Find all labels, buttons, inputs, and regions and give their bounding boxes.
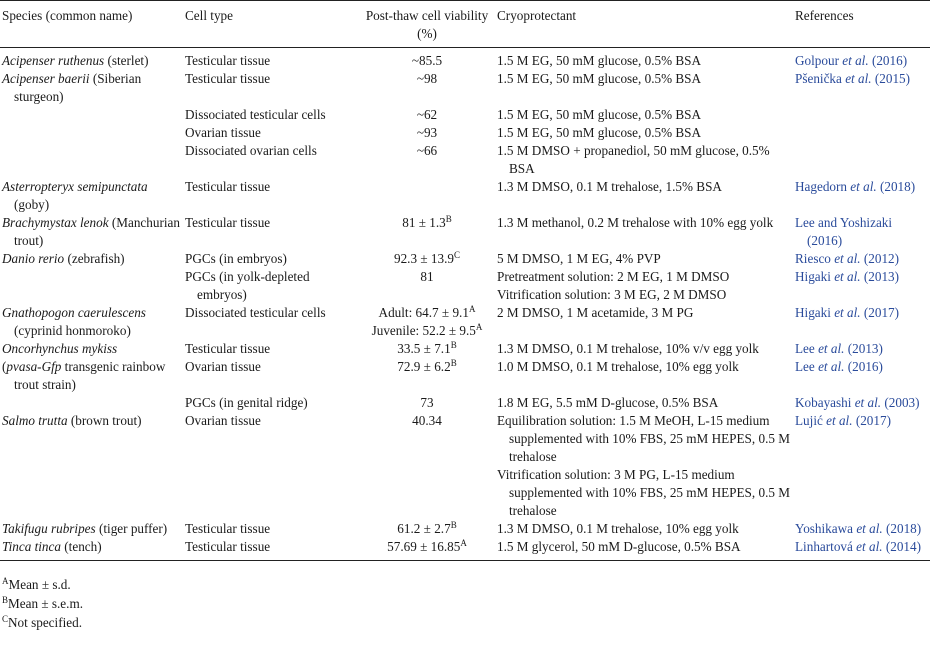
cryoprotectant: 1.3 M DMSO, 0.1 M trehalose, 10% v/v egg yolk [497, 341, 759, 356]
species-name [2, 178, 183, 214]
viability-text: 81 [420, 269, 434, 284]
viability-value [359, 124, 495, 142]
reference-etal: et al. [845, 71, 872, 86]
cryoprotectant-2: Vitrification solution: 3 M EG, 2 M DMSO [497, 287, 727, 302]
reference-year: (2018) [882, 521, 922, 536]
cell-type-cell [183, 520, 357, 538]
cell-type: Testicular tissue [185, 341, 271, 356]
cryoprotectant-cell [495, 538, 793, 561]
cell-type: Dissociated ovarian cells [185, 143, 317, 158]
species-latin: Gnathopogon caerulescens [2, 305, 146, 320]
header-viability: Post-thaw cell viability (%) [357, 1, 495, 48]
species-cell [0, 250, 183, 268]
cryoprotectant: 1.5 M glycerol, 50 mM D-glucose, 0.5% BSA [497, 539, 741, 554]
viability-cell [357, 394, 495, 412]
reference-year: (2018) [876, 179, 916, 194]
cryoprotectant: 1.3 M DMSO, 0.1 M trehalose, 1.5% BSA [497, 179, 722, 194]
viability-value [359, 106, 495, 124]
reference-etal: et al. [818, 359, 845, 374]
cryoprotectant: 1.3 M methanol, 0.2 M trehalose with 10% egg yolk [497, 215, 774, 230]
cell-type-cell [183, 124, 357, 142]
viability-cell [357, 358, 495, 394]
reference-cell [793, 106, 930, 124]
species-cell [0, 394, 183, 412]
cryoprotectant-cell [495, 358, 793, 394]
viability-text: 72.9 ± 6.2 [397, 359, 451, 374]
viability-text: 73 [420, 395, 434, 410]
reference-link[interactable] [795, 52, 930, 70]
reference-cell [793, 358, 930, 394]
reference-year: (2014) [882, 539, 921, 554]
species-common: (Manchurian trout) [14, 215, 180, 248]
table-row [0, 304, 930, 340]
cryoprotectant-cell [495, 250, 793, 268]
species-latin: Salmo trutta [2, 413, 68, 428]
reference-link[interactable] [795, 304, 930, 322]
reference-etal: et al. [842, 53, 869, 68]
footnote [2, 575, 930, 594]
reference-author: Hagedorn [795, 179, 851, 194]
species-name [2, 52, 183, 70]
viability-value [359, 412, 495, 430]
species-cell [0, 268, 183, 304]
table-row [0, 538, 930, 561]
cryoprotectant-cell [495, 340, 793, 358]
viability-cell [357, 142, 495, 178]
cryoprotectant-cell [495, 70, 793, 106]
reference-cell [793, 520, 930, 538]
species-latin: Takifugu rubripes [2, 521, 96, 536]
cryoprotectant-cell [495, 304, 793, 340]
viability-value [359, 358, 495, 376]
table-row [0, 178, 930, 214]
reference-year: (2012) [860, 251, 900, 266]
table-row [0, 124, 930, 142]
viability-text: Juvenile: 52.2 ± 9.5 [371, 323, 476, 338]
species-cell [0, 70, 183, 106]
cryoprotectant-cell [495, 142, 793, 178]
cell-type: Testicular tissue [185, 539, 271, 554]
viability-footnote: B [450, 358, 457, 368]
table-row [0, 250, 930, 268]
viability-value [359, 142, 495, 160]
viability-text: 33.5 ± 7.1 [397, 341, 451, 356]
viability-value [359, 394, 495, 412]
species-latin: Brachymystax lenok [2, 215, 109, 230]
table-row [0, 106, 930, 124]
viability-text: ~62 [416, 107, 438, 122]
table-row [0, 412, 930, 520]
cell-type: Testicular tissue [185, 53, 271, 68]
reference-etal: et al. [834, 269, 861, 284]
cell-type: Dissociated testicular cells [185, 107, 326, 122]
reference-cell [793, 538, 930, 561]
viability-value-2 [359, 322, 495, 340]
reference-author: Pšenička [795, 71, 846, 86]
reference-link[interactable] [795, 178, 930, 196]
viability-value [359, 520, 495, 538]
cryoprotectant: 1.8 M EG, 5.5 mM D-glucose, 0.5% BSA [497, 395, 719, 410]
reference-link[interactable] [795, 358, 930, 376]
cryoprotectant-cell [495, 412, 793, 520]
species-cell [0, 340, 183, 358]
cell-type: Dissociated testicular cells [185, 305, 326, 320]
species-name [2, 538, 183, 556]
reference-link[interactable] [795, 214, 930, 250]
header-references: References [793, 1, 930, 48]
species-latin: Acipenser baerii [2, 71, 90, 86]
species-common: (brown trout) [67, 413, 142, 428]
cell-type: PGCs (in genital ridge) [185, 395, 308, 410]
species-common: (goby) [14, 197, 50, 212]
reference-author: Linhartová [795, 539, 857, 554]
viability-value [359, 538, 495, 556]
reference-etal: et al. [850, 179, 877, 194]
cell-type-cell [183, 340, 357, 358]
species-cell [0, 358, 183, 394]
cryoprotectant-cell [495, 268, 793, 304]
reference-year: (2015) [871, 71, 911, 86]
viability-footnote: A [468, 304, 476, 314]
cell-type: PGCs (in embryos) [185, 251, 287, 266]
species-common: (sterlet) [104, 53, 149, 68]
table-body [0, 48, 930, 561]
cell-type: Testicular tissue [185, 215, 271, 230]
species-latin: Acipenser ruthenus [2, 53, 105, 68]
viability-footnote: A [460, 538, 467, 548]
viability-footnote: B [450, 520, 457, 530]
reference-year: (2016) [844, 359, 883, 374]
cell-type: Testicular tissue [185, 521, 271, 536]
table-row [0, 268, 930, 304]
species-prefix: ( [2, 359, 7, 374]
viability-text: ~66 [416, 143, 438, 158]
viability-value [359, 214, 495, 232]
viability-cell [357, 124, 495, 142]
cryoprotectant: 1.5 M EG, 50 mM glucose, 0.5% BSA [497, 125, 702, 140]
reference-author: Lujić [795, 413, 827, 428]
reference-link[interactable] [795, 70, 930, 88]
table-footnotes [0, 575, 930, 632]
reference-etal: et al. [856, 539, 883, 554]
reference-link[interactable] [795, 394, 930, 412]
cryoprotectant: Equilibration solution: 1.5 M MeOH, L-15 medium supplemented with 10% FBS, 25 mM HEPES, 0.5 M trehalose [497, 413, 790, 464]
cryoprotectant-cell [495, 394, 793, 412]
reference-cell [793, 394, 930, 412]
cryoprotectant-cell [495, 124, 793, 142]
cryoprotectant-cell [495, 520, 793, 538]
footnote-text: Mean ± s.e.m. [8, 596, 84, 611]
reference-etal: et al. [856, 521, 883, 536]
reference-etal: et al. [834, 305, 861, 320]
viability-cell [357, 106, 495, 124]
reference-link[interactable] [795, 538, 930, 556]
viability-value [359, 52, 495, 70]
cell-type-cell [183, 358, 357, 394]
species-cell [0, 520, 183, 538]
cell-type: Testicular tissue [185, 179, 271, 194]
species-name [2, 412, 183, 430]
species-name [2, 214, 183, 250]
viability-cell [357, 340, 495, 358]
cryoprotectant: 2 M DMSO, 1 M acetamide, 3 M PG [497, 305, 694, 320]
species-latin: pvasa-Gfp [6, 359, 62, 374]
cell-type: Ovarian tissue [185, 413, 261, 428]
cell-type-cell [183, 412, 357, 520]
reference-etal: et al. [826, 413, 853, 428]
reference-author: Riesco [795, 251, 835, 266]
reference-cell [793, 214, 930, 250]
reference-year: (2017) [860, 305, 900, 320]
cryoprotectant: 1.5 M EG, 50 mM glucose, 0.5% BSA [497, 107, 702, 122]
viability-footnote: C [453, 250, 460, 260]
cryoprotectant: 1.3 M DMSO, 0.1 M trehalose, 10% egg yolk [497, 521, 739, 536]
viability-text: 40.34 [412, 413, 442, 428]
footnote-text: Not specified. [8, 615, 82, 630]
reference-cell [793, 178, 930, 214]
viability-cell [357, 538, 495, 561]
viability-text: Adult: 64.7 ± 9.1 [378, 305, 469, 320]
cryoprotectant-cell [495, 178, 793, 214]
cell-type: Ovarian tissue [185, 359, 261, 374]
viability-cell [357, 70, 495, 106]
cell-type: Testicular tissue [185, 71, 271, 86]
species-latin: Asterropteryx semipunctata [2, 179, 148, 194]
table-row [0, 142, 930, 178]
viability-cell [357, 520, 495, 538]
cell-type-cell [183, 214, 357, 250]
cell-type: PGCs (in yolk-depleted embryos) [185, 269, 310, 302]
reference-year: (2017) [852, 413, 891, 428]
cell-type-cell [183, 106, 357, 124]
viability-value [359, 268, 495, 286]
cryoprotectant: 5 M DMSO, 1 M EG, 4% PVP [497, 251, 661, 266]
species-common: (cyprinid honmoroko) [14, 323, 131, 338]
cell-type-cell [183, 142, 357, 178]
cryoprotectant: Pretreatment solution: 2 M EG, 1 M DMSO [497, 269, 730, 284]
reference-etal: et al. [818, 341, 845, 356]
species-cell [0, 106, 183, 124]
viability-cell [357, 214, 495, 250]
table-row [0, 70, 930, 106]
header-species: Species (common name) [0, 1, 183, 48]
cell-type-cell [183, 178, 357, 214]
reference-author: Yoshikawa [795, 521, 857, 536]
viability-text: 81 ± 1.3 [402, 215, 446, 230]
footnote [2, 594, 930, 613]
table-row [0, 340, 930, 358]
footnote-marker: C [2, 614, 9, 624]
viability-footnote: A [475, 322, 483, 332]
species-cell [0, 412, 183, 520]
cell-type-cell [183, 70, 357, 106]
species-latin: Tinca tinca [2, 539, 61, 554]
table-row [0, 394, 930, 412]
table-row [0, 214, 930, 250]
species-name [2, 340, 183, 358]
reference-author: Kobayashi [795, 395, 855, 410]
table-row [0, 358, 930, 394]
species-cell [0, 142, 183, 178]
footnote [2, 613, 930, 632]
viability-text: 92.3 ± 13.9 [393, 251, 454, 266]
species-latin: Danio rerio [2, 251, 65, 266]
species-cell [0, 124, 183, 142]
species-cell [0, 304, 183, 340]
species-common: transgenic rainbow trout strain) [14, 359, 166, 392]
cell-type: Ovarian tissue [185, 125, 261, 140]
species-name [2, 358, 183, 394]
reference-link[interactable] [795, 520, 930, 538]
species-cell [0, 178, 183, 214]
species-common: (Siberian sturgeon) [14, 71, 142, 104]
reference-cell [793, 340, 930, 358]
species-cell [0, 538, 183, 561]
header-cryoprotectant: Cryoprotectant [495, 1, 793, 48]
cell-type-cell [183, 268, 357, 304]
reference-link[interactable] [795, 412, 930, 430]
header-row [0, 1, 930, 48]
viability-value [359, 304, 495, 322]
cell-type-cell [183, 250, 357, 268]
species-cell [0, 214, 183, 250]
viability-cell [357, 412, 495, 520]
species-common: (tiger puffer) [95, 521, 168, 536]
reference-author: Higaki [795, 269, 835, 284]
table-row [0, 48, 930, 71]
cryoprotectant: 1.5 M EG, 50 mM glucose, 0.5% BSA [497, 71, 702, 86]
reference-author: Lee [795, 359, 819, 374]
viability-value [359, 340, 495, 358]
reference-year: (2013) [844, 341, 883, 356]
viability-value [359, 70, 495, 88]
viability-text: 61.2 ± 2.7 [397, 521, 451, 536]
species-latin: Oncorhynchus mykiss [2, 341, 118, 356]
species-common: (tench) [60, 539, 102, 554]
cell-type-cell [183, 48, 357, 71]
reference-year: (2013) [860, 269, 900, 284]
viability-cell [357, 48, 495, 71]
viability-value [359, 250, 495, 268]
species-common: (zebrafish) [64, 251, 125, 266]
viability-cell [357, 178, 495, 214]
species-name [2, 520, 183, 538]
footnote-marker: A [2, 576, 9, 586]
cell-type-cell [183, 538, 357, 561]
species-name [2, 70, 183, 106]
species-name [2, 304, 183, 340]
species-cell [0, 48, 183, 71]
viability-cell [357, 250, 495, 268]
cell-type-cell [183, 394, 357, 412]
reference-author: Higaki [795, 305, 835, 320]
viability-cell [357, 304, 495, 340]
reference-cell [793, 268, 930, 304]
footnote-marker: B [2, 595, 9, 605]
footnote-text: Mean ± s.d. [8, 577, 71, 592]
reference-cell [793, 304, 930, 340]
reference-cell [793, 70, 930, 106]
species-name [2, 250, 183, 268]
reference-cell [793, 142, 930, 178]
header-cell-type: Cell type [183, 1, 357, 48]
viability-text: ~93 [416, 125, 438, 140]
cryoprotectant: 1.5 M EG, 50 mM glucose, 0.5% BSA [497, 53, 702, 68]
reference-link[interactable] [795, 268, 930, 286]
cryoprotectant-cell [495, 48, 793, 71]
viability-text: ~85.5 [411, 53, 443, 68]
reference-etal: et al. [854, 395, 882, 410]
reference-author: Golpour [795, 53, 843, 68]
reference-etal: et al. [834, 251, 861, 266]
viability-text: 57.69 ± 16.85 [387, 539, 461, 554]
cryoprotectant-cell [495, 106, 793, 124]
reference-cell [793, 412, 930, 520]
reference-link[interactable] [795, 250, 930, 268]
cryoprotectant-2: Vitrification solution: 3 M PG, L-15 medium supplemented with 10% FBS, 25 mM HEPES, 0.5 M trehalose [497, 467, 790, 518]
reference-author: Lee [795, 341, 819, 356]
viability-cell [357, 268, 495, 304]
cryoprotectant: 1.5 M DMSO + propanediol, 50 mM glucose, 0.5% BSA [497, 143, 770, 176]
reference-link[interactable] [795, 340, 930, 358]
cryoprotectant: 1.0 M DMSO, 0.1 M trehalose, 10% egg yolk [497, 359, 739, 374]
cryoprotectant-cell [495, 214, 793, 250]
reference-year: (2016) [868, 53, 908, 68]
reference-cell [793, 250, 930, 268]
reference-cell [793, 124, 930, 142]
reference-author: Lee and Yoshizaki (2016) [795, 215, 893, 248]
table-row [0, 520, 930, 538]
reference-cell [793, 48, 930, 71]
viability-text: ~98 [416, 71, 438, 86]
viability-footnote: B [450, 340, 457, 350]
viability-footnote: B [445, 214, 452, 224]
cell-type-cell [183, 304, 357, 340]
reference-year: (2003) [881, 395, 920, 410]
